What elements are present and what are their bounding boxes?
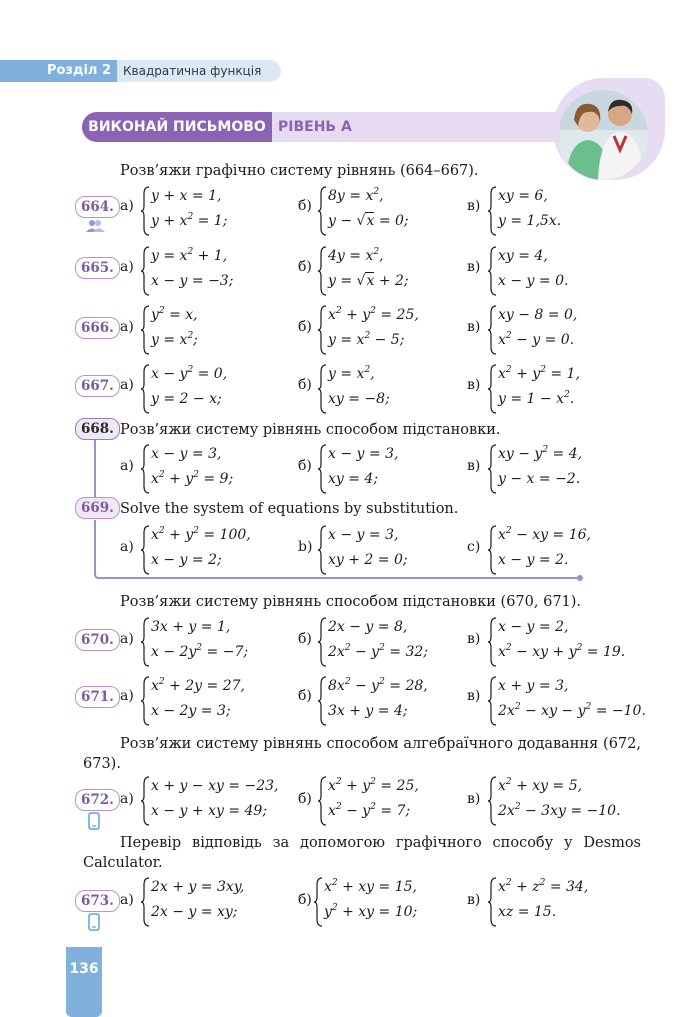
exercise-number-668: 668. [75, 418, 120, 440]
smartphone-icon [88, 812, 100, 830]
label-672-v: в) [467, 791, 481, 807]
label-667-v: в) [467, 377, 481, 393]
label-671-v: в) [467, 688, 481, 704]
label-668-v: в) [467, 458, 481, 474]
label-665-v: в) [467, 259, 481, 275]
label-670-b: б) [298, 631, 312, 647]
banner-level: РІВЕНЬ А [278, 119, 352, 135]
label-664-a: а) [120, 198, 134, 214]
label-671-b: б) [298, 688, 312, 704]
instruction-670-671: Розв’яжи систему рівнянь способом підстановки (670, 671). [120, 594, 582, 610]
section-tag: Розділ 2 [0, 60, 117, 82]
exercise-number-672: 672. [75, 789, 120, 811]
label-672-b: б) [298, 791, 312, 807]
label-667-a: а) [120, 377, 134, 393]
instruction-664-667: Розв’яжи графічно систему рівнянь (664–667). [120, 163, 479, 179]
label-665-b: б) [298, 259, 312, 275]
exercise-number-671: 671. [75, 686, 120, 708]
pair-work-icon [84, 219, 106, 233]
exercise-number-670: 670. [75, 629, 120, 651]
label-669-c: c) [467, 539, 481, 555]
exercise-number-664: 664. [75, 196, 120, 218]
instruction-desmos: Перевір відповідь за допомогою графічного способу у Desmos Calculator. [83, 835, 641, 871]
label-670-v: в) [467, 631, 481, 647]
label-669-b: b) [298, 539, 313, 555]
smartphone-icon [88, 913, 100, 931]
exercise-number-667: 667. [75, 375, 120, 397]
exercise-number-665: 665. [75, 257, 120, 279]
students-photo [558, 90, 648, 180]
label-666-a: а) [120, 319, 134, 335]
label-664-v: в) [467, 198, 481, 214]
instruction-669: Solve the system of equations by substitution. [120, 501, 459, 517]
label-666-b: б) [298, 319, 312, 335]
label-673-b: б) [298, 892, 312, 908]
instruction-672-673: Розв’яжи систему рівнянь способом алгебраїчного додавання (672, 673). [83, 736, 641, 772]
label-668-a: а) [120, 458, 134, 474]
label-665-a: а) [120, 259, 134, 275]
label-670-a: а) [120, 631, 134, 647]
label-672-a: а) [120, 791, 134, 807]
label-673-v: в) [467, 892, 481, 908]
exercise-number-666: 666. [75, 317, 120, 339]
banner-title: ВИКОНАЙ ПИСЬМОВО [82, 112, 272, 142]
instruction-668: Розв’яжи систему рівнянь способом підстановки. [120, 422, 501, 438]
label-667-b: б) [298, 377, 312, 393]
section-title: Квадратична функція [117, 60, 281, 82]
label-664-b: б) [298, 198, 312, 214]
label-671-a: а) [120, 688, 134, 704]
label-673-a: а) [120, 892, 134, 908]
label-668-b: б) [298, 458, 312, 474]
label-669-a: a) [120, 539, 134, 555]
exercise-number-673: 673. [75, 890, 120, 912]
label-666-v: в) [467, 319, 481, 335]
exercise-number-669: 669. [75, 497, 120, 519]
page-number: 136 [66, 947, 102, 1017]
